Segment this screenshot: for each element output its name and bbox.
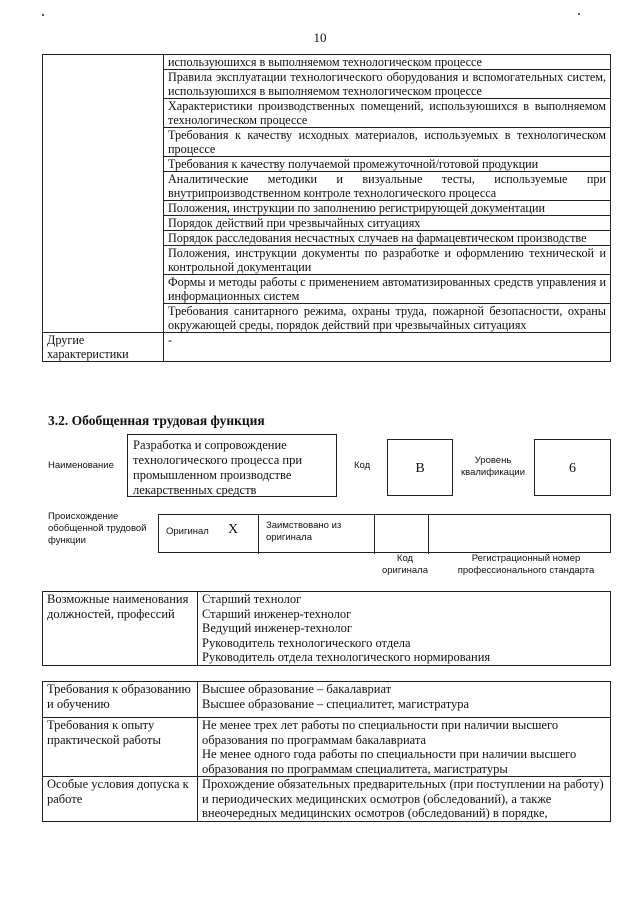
table-cell-text: Положения, инструкции по заполнению регистрирующей документации [164, 201, 611, 216]
table-cell-label [43, 55, 164, 333]
requirement-item: Высшее образование – специалитет, магистратура [198, 697, 611, 718]
reg-number-caption: Регистрационный номер профессионального стандарта [457, 553, 595, 576]
section-title: 3.2. Обобщенная трудовая функция [48, 413, 265, 428]
position-item: Ведущий инженер-технолог [198, 621, 611, 636]
origin-row [158, 514, 611, 553]
position-item: Руководитель технологического отдела [198, 636, 611, 651]
original-label: Оригинал [166, 526, 209, 537]
code-original-caption: Код оригинала [381, 553, 428, 576]
requirement-label: Требования к образованию и обучению [43, 682, 198, 718]
knowledge-table [42, 54, 611, 362]
table-row [43, 682, 611, 697]
scan-dot [578, 13, 580, 15]
requirement-item: Не менее трех лет работы по специальности при наличии высшего образования по программам бакалавриата [198, 718, 611, 748]
requirements-table [42, 681, 611, 822]
position-item: Руководитель отдела технологического нормирования [198, 650, 611, 665]
table-cell-label: Другие характеристики [43, 333, 164, 362]
scan-dot [42, 14, 44, 16]
requirement-item: Прохождение обязательных предварительных (при поступлении на работу) и периодических медицинских осмотров (обследований), а также внеочередных медицинских осмотров (обследований) в порядке, [198, 777, 611, 822]
table-row [43, 718, 611, 748]
table-cell-text: Порядок действий при чрезвычайных ситуациях [164, 216, 611, 231]
requirement-label: Особые условия допуска к работе [43, 777, 198, 822]
requirement-label: Требования к опыту практической работы [43, 718, 198, 777]
table-cell-text: Формы и методы работы с применением автоматизированных средств управления и информационных систем [164, 275, 611, 304]
table-cell-text: Требования к качеству исходных материалов, используемых в технологическом процессе [164, 128, 611, 157]
name-label: Наименование [48, 460, 114, 471]
table-row [43, 333, 611, 362]
table-cell-text: используюшихся в выполняемом технологическом процессе [164, 55, 611, 70]
table-cell-text: Правила эксплуатации технологического оборудования и вспомогательных систем, используюшихся в выполняемом технологическом процессе [164, 70, 611, 99]
function-name-box: Разработка и сопровождение технологического процесса при промышленном производстве лекарственных средств [127, 434, 337, 497]
position-item: Старший технолог [198, 592, 611, 607]
original-mark: X [228, 522, 239, 537]
table-row [43, 592, 611, 607]
origin-reg-cell [429, 515, 610, 554]
code-value-box: В [387, 439, 453, 496]
code-label: Код [354, 460, 371, 471]
page-number: 10 [313, 30, 327, 45]
requirement-item: Не менее одного года работы по специальности при наличии высшего образования по программам специалитета, магистратуры [198, 747, 611, 777]
origin-code-cell [375, 515, 429, 554]
requirement-item: Высшее образование – бакалавриат [198, 682, 611, 697]
table-row [43, 777, 611, 822]
table-cell-text: Характеристики производственных помещений, используюшихся в выполняемом технологическом процессе [164, 99, 611, 128]
table-cell-text: - [164, 333, 611, 362]
table-cell-text: Положения, инструкции документы по разработке и оформлению технической и контрольной документации [164, 246, 611, 275]
positions-table [42, 591, 611, 666]
origin-label: Происхождение обобщенной трудовой функции [48, 511, 147, 546]
table-cell-text: Требования санитарного режима, охраны труда, пожарной безопасности, охраны окружающей среды, порядок действий при чрезвычайных ситуациях [164, 304, 611, 333]
borrowed-label: Заимствовано из оригинала [266, 520, 342, 543]
level-label: Уровень квалификации [460, 455, 526, 478]
table-cell-text: Требования к качеству получаемой промежуточной/готовой продукции [164, 157, 611, 172]
table-row [43, 55, 611, 70]
position-item: Старший инженер-технолог [198, 607, 611, 622]
positions-label: Возможные наименования должностей, профессий [43, 592, 198, 666]
level-value-box: 6 [534, 439, 611, 496]
table-cell-text: Порядок расследования несчастных случаев на фармацевтическом производстве [164, 231, 611, 246]
table-cell-text: Аналитические методики и визуальные тесты, используемые при внутрипроизводственном контроле технологического процесса [164, 172, 611, 201]
